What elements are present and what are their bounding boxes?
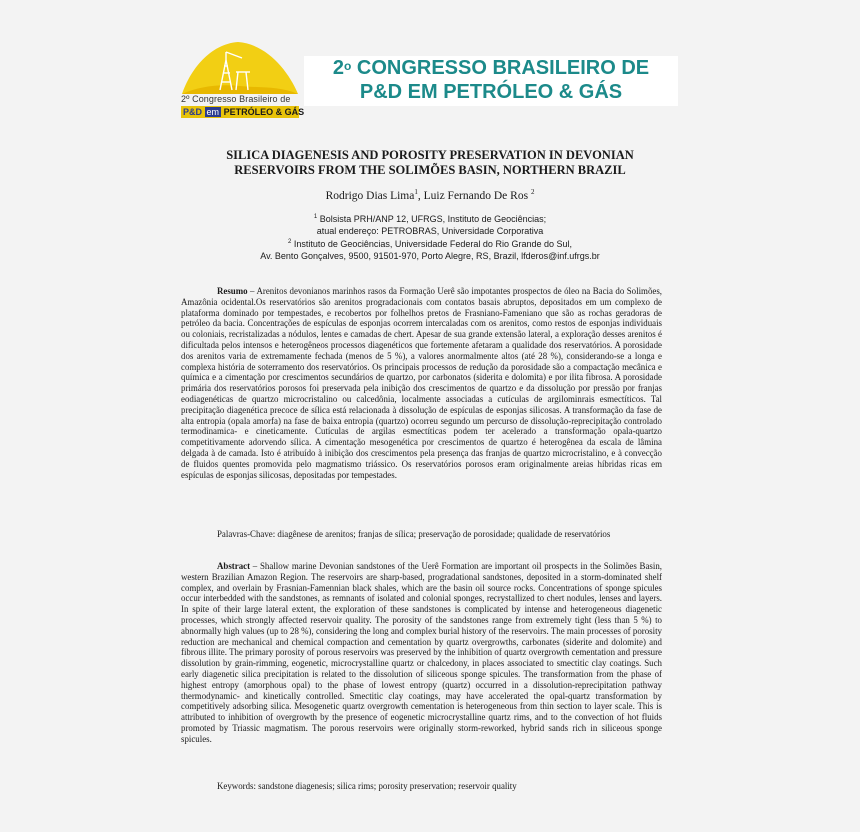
oil-platform-logo-icon <box>180 40 300 96</box>
logo-petroleo: PETRÓLEO & GÁS <box>223 107 305 117</box>
logo-em: em <box>206 107 220 117</box>
authors: Rodrigo Dias Lima$^1$, Luiz Fernando De Ros $^2$ <box>325 188 535 202</box>
resumo-paragraph <box>181 286 662 480</box>
congress-title-line2: P&D EM PETRÓLEO & GÁS <box>359 81 623 103</box>
paper-title-line1: SILICA DIAGENESIS AND POROSITY PRESERVATION IN DEVONIAN <box>226 148 634 162</box>
affiliation-2b: Av. Bento Gonçalves, 9500, 91501-970, Porto Alegre, RS, Brazil, lfderos@inf.ufrgs.br <box>260 250 600 261</box>
logo-text-line1: 2º Congresso Brasileiro de <box>181 94 291 104</box>
abstract-paragraph <box>181 561 662 745</box>
keywords: Keywords: sandstone diagenesis; silica rims; porosity preservation; reservoir quality <box>217 781 517 791</box>
logo-pd: P&D <box>183 107 203 117</box>
congress-title <box>304 56 678 106</box>
abstract-label: Abstract <box>217 561 251 571</box>
affiliation-2: $^2$ Instituto de Geociências, Universidade Federal do Rio Grande do Sul, <box>287 239 572 249</box>
affiliations <box>150 212 710 262</box>
paper-title-line2: RESERVOIRS FROM THE SOLIMÕES BASIN, NORTHERN BRAZIL <box>234 163 626 177</box>
affiliation-1: $^1$ Bolsista PRH/ANP 12, UFRGS, Instituto de Geociências; <box>313 214 547 224</box>
congress-logo <box>180 40 305 120</box>
affiliation-1b: atual endereço: PETROBRAS, Universidade Corporativa <box>316 225 544 236</box>
resumo-text: – Arenitos devonianos marinhos rasos da Formação Uerê são impotantes prospectos de óleo na Bacia do Solimões, Amazônia ocidental.Os reservatórios são arenitos progradacionais com contatos basais abruptos, depositados em um complexo de plataforma dominado por tempestades, e recobertos por folhelhos pretos de Frasniano-Fameniano que são as rochas geradoras de petróleo da bacia. Concentrações de espículas de esponjas ocorrem intercaladas com os arenitos, como restos de esponjas individuais ou coloniais, recristalizadas a nódulos, lentes e camadas de chert. Apesar de sua grande extensão lateral, a exploração desses arenitos é dificultada pelos intensos e heterogêneos processos diagenéticos que fortemente afetaram a qualidade dos reservatórios. A porosidade dos arenitos varia de extremamente fechada (menos de 5 %), a valores anormalmente altos (até 28 %), considerando-se a longa e complexa história de soterramento dos reservatórios. Os principais processos de redução da porosidade são a compactação mecânica e química e a cimentação por crescimentos secundários de quartzo, por carbonatos (siderita e dolomita) e por ilita fibrosa. A porosidade primária dos reservatórios porosos foi preservada pela inibição dos crescimentos de quartzo e da dissolução por pressão por franjas eodiagenéticas de quartzo microcristalino ou calcedônia, localmente associadas a cutículas de argilominrais esmectíticos. Tal precipitação diagenética precoce de sílica está relacionada à dissolução de espículas de esponjas silicosas. A transformação da fase de alta entropia (opala amorfa) na fase de baixa entropia (quartzo) ocorreu segundo um percurso de dissolução-reprecipitação controlado termodinamica- e cineticamente. Cutículas de argilas esmectíticas podem ter acelerado a transformação opala-quartzo competitivamente adorvendo sílica. A cimentação mesogenética por crescimentos de quartzo é heterogênea da escala de lâmina delgada à de camada. Isto é atribuído à inibição dos crescimentos pela presença das franjas de quartzo microcristalino, e à convecção de fluidos quentes promovida pelo magmatismo triássico. Os reservatórios porosos eram originalmente areias híbridas ricas em espículas de esponjas silicosas, depositadas por tempestades. <box>181 286 662 480</box>
paper-title <box>150 148 710 178</box>
logo-text-line2 <box>181 106 305 118</box>
congress-title-line1: 2$^o$ CONGRESSO BRASILEIRO DE <box>332 57 650 79</box>
abstract-text: – Shallow marine Devonian sandstones of the Uerê Formation are important oil prospects in the Solimões Basin, western Brazilian Amazon Region. The reservoirs are sharp-based, progradational sandstones, deposited in a storm-dominated shelf complex, and overlain by Frasnian-Famennian black shales, which are the basin oil source rocks. Concentrations of sponge spicules occur interbedded with the sandstones, as remnants of isolated and colonial sponges, recrystallized to chert nodules, lenses and layers. In spite of their large lateral extent, the exploration of these sandstones is complicated by intense and heterogeneous diagenetic processes, which strongly affected reservoir quality. The porosity of the sandstones range from extremely tight (less than 5 %) to abnormally high values (up to 28 %), considering the long and complex burial history of the reservoirs. The main processes of porosity reduction are mechanical and chemical compaction and cementation by quartz overgrowths, carbonates (siderite and dolomite) and fibrous illite. The primary porosity of porous reservoirs was preserved by the inhibition of quartz overgrowth cementation and pressure dissolution by grain-rimming, eogenetic, microcrystalline quartz or chalcedony, in places associated to smectitic clay coatings. Such early diagenetic silica precipitation is related to the dissolution of siliceous sponge spicules. The transformation from the phase of highest entropy (amorphous opal) to the phase of lowest entropy (quartz) occurred in a dissolution-reprecipitation pathway thermodynamic- and kinetically controlled. Smectitic clay coatings, may have accelerated the opal-quartz transformation by competitively adsorbing silica. Mesogenetic quartz overgrowth cementation is heterogeneous from thin section to layer scale. This is attributed to inhibition of overgrowth by the presence of eogenetic microcrystalline quartz rims, and to the convection of hot fluids promoted by Triassic magmatism. The porous reservoirs were originally storm-reworked, hybrid sands rich in siliceous sponge spicules. <box>181 561 662 744</box>
palavras-chave: Palavras-Chave: diagênese de arenitos; franjas de sílica; preservação de porosidade; qualidade de reservatórios <box>217 529 611 539</box>
resumo-label: Resumo <box>217 286 248 296</box>
